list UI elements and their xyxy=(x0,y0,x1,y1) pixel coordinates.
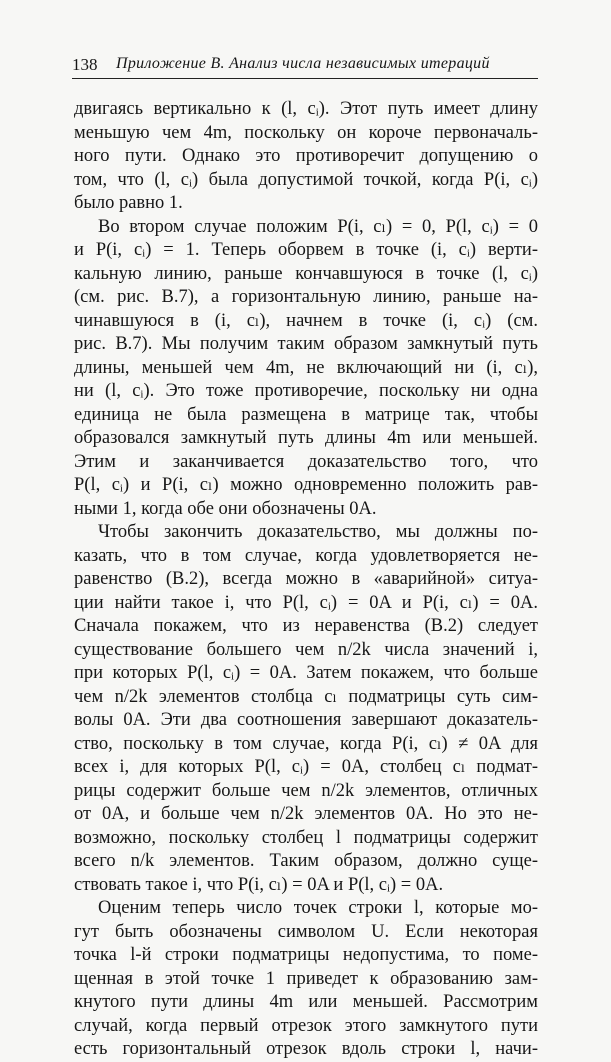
body-text xyxy=(74,98,538,1062)
text-line: точка l-й строки подматрицы недопустима, то поме- xyxy=(74,945,538,965)
text-line: ными 1, когда обе они обозначены 0A. xyxy=(74,498,377,519)
text-line: равенство (B.2), всегда можно в «аварийной» ситуа- xyxy=(74,569,538,589)
text-line: Сначала покажем, что из неравенства (B.2) следует xyxy=(74,616,538,636)
text-line: образовался замкнутый путь длины 4m или меньшей. xyxy=(74,428,538,448)
text-line: кнутого пути длины 4m или меньшей. Рассмотрим xyxy=(74,992,538,1012)
text-line: рицы содержит больше чем n/2k элементов, отличных xyxy=(74,780,538,801)
page-number: 138 xyxy=(72,55,98,74)
text-line: волы 0A. Эти два соотношения завершают доказатель- xyxy=(74,710,538,730)
text-line: длины, меньшей чем 4m, не включающий ни (i, cₗ), xyxy=(74,357,538,378)
text-line: Оценим теперь число точек строки l, которые мо- xyxy=(98,898,538,918)
text-line: существование большего чем n/2k числа значений i, xyxy=(74,639,538,660)
text-line: случай, когда первый отрезок этого замкнутого пути xyxy=(74,1015,538,1036)
text-line: чинавшуюся в (i, cₗ), начнем в точке (i, cᵢ) (см. xyxy=(74,310,538,331)
text-line: при которых P(l, cᵢ) = 0A. Затем покажем, что больше xyxy=(74,663,538,683)
text-line: было равно 1. xyxy=(74,193,183,213)
text-line: гут быть обозначены символом U. Если некоторая xyxy=(74,921,538,942)
text-line: двигаясь вертикально к (l, cᵢ). Этот путь имеет длину xyxy=(74,99,538,119)
text-line: всех i, для которых P(l, cᵢ) = 0A, столбец cₗ подмат- xyxy=(74,757,538,777)
text-line: ни (l, cᵢ). Это тоже противоречие, поскольку ни одна xyxy=(74,381,538,401)
text-line: Во втором случае положим P(i, cₗ) = 0, P(l, cᵢ) = 0 xyxy=(98,216,538,237)
text-line: ство, поскольку в том случае, когда P(i, cₗ) ≠ 0A для xyxy=(74,733,538,754)
text-line: Чтобы закончить доказательство, мы должны по- xyxy=(98,522,538,542)
text-line: от 0A, и больше чем n/2k элементов 0A. Но это не- xyxy=(74,804,538,824)
text-line: и P(i, cᵢ) = 1. Теперь оборвем в точке (i, cᵢ) верти- xyxy=(74,240,538,260)
text-line: ции найти такое i, что P(l, cᵢ) = 0A и P(i, cₗ) = 0A. xyxy=(74,592,538,613)
text-line: рис. В.7). Мы получим таким образом замкнутый путь xyxy=(74,334,538,354)
text-line: ствовать такое i, что P(i, cₗ) = 0A и P(l, cᵢ) = 0A. xyxy=(74,874,444,895)
text-line: казать, что в том случае, когда удовлетворяется не- xyxy=(74,545,538,566)
text-line: чем n/2k элементов столбца cₗ подматрицы суть сим- xyxy=(74,686,538,707)
text-line: Этим и заканчивается доказательство того, что xyxy=(74,451,538,472)
text-line: P(l, cᵢ) и P(i, cₗ) можно одновременно положить рав- xyxy=(74,475,538,495)
text-line: (см. рис. В.7), а горизонтальную линию, раньше на- xyxy=(74,287,538,307)
running-title: Приложение В. Анализ числа независимых итераций xyxy=(116,55,490,72)
text-line: кальную линию, раньше кончавшуюся в точке (l, cᵢ) xyxy=(74,263,538,284)
running-header xyxy=(72,52,538,79)
text-line: единица не была размещена в матрице так, чтобы xyxy=(74,404,538,425)
text-line: ного пути. Однако это противоречит допущению о xyxy=(74,146,538,166)
text-line: есть горизонтальный отрезок вдоль строки l, начи- xyxy=(74,1039,538,1059)
text-line: меньшую чем 4m, поскольку он короче первоначаль- xyxy=(74,122,538,143)
text-line: том, что (l, cᵢ) была допустимой точкой, когда P(i, cᵢ) xyxy=(74,169,538,190)
text-line: всего n/k элементов. Таким образом, должно суще- xyxy=(74,851,538,871)
text-line: возможно, поскольку столбец l подматрицы содержит xyxy=(74,827,538,848)
text-line: щенная в этой точке 1 приведет к образованию зам- xyxy=(74,968,538,989)
